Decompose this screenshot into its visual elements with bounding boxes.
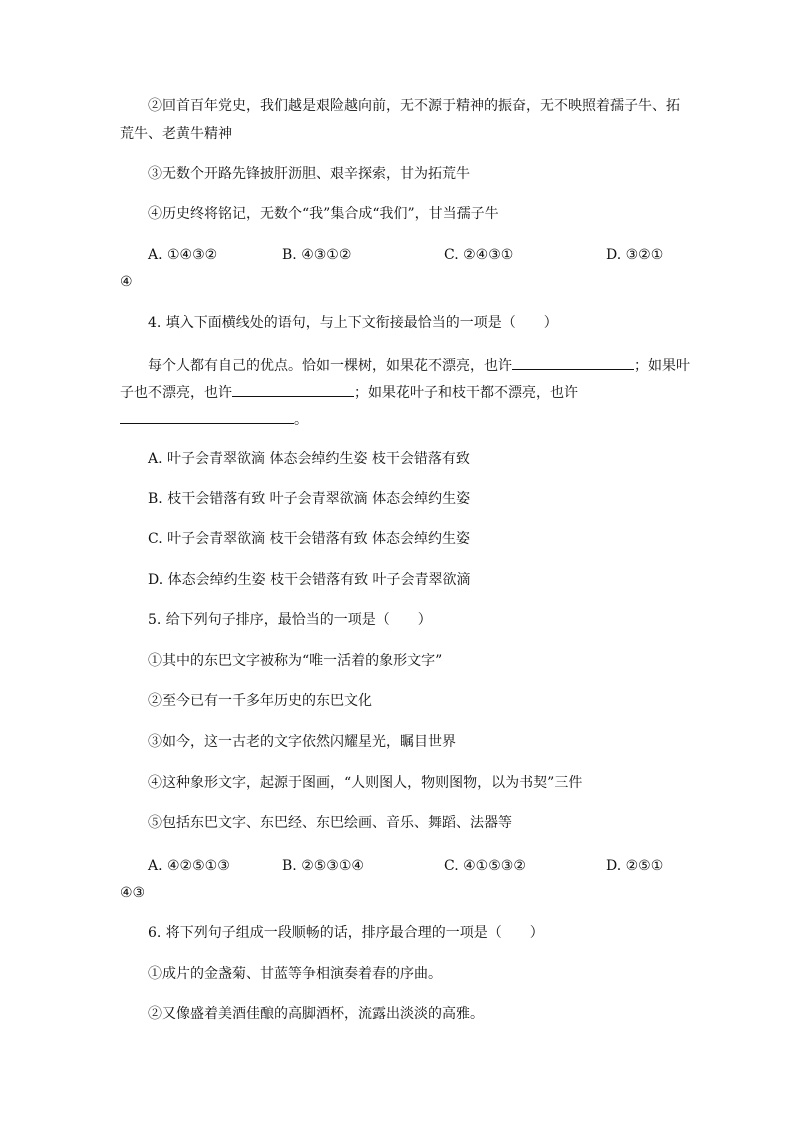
q3-sentence-2-line-1: ②回首百年党史，我们越是艰险越向前，无不源于精神的振奋，无不映照着孺子牛、拓	[148, 98, 680, 114]
q4-text-line-3	[120, 408, 676, 430]
q4-option-d[interactable]: D. 体态会绰约生姿 枝干会错落有致 叶子会青翠欲滴	[148, 572, 471, 588]
q4-text-line-1	[148, 354, 690, 376]
q6-stem: 6. 将下列句子组成一段顺畅的话，排序最合理的一项是（ ）	[148, 925, 544, 941]
q3-option-d-wrap: ④	[120, 274, 133, 290]
q6-sentence-1: ①成片的金盏菊、甘蓝等争相演奏着春的序曲。	[148, 966, 442, 982]
q4-text-part-5: 。	[294, 412, 308, 428]
q5-options	[148, 856, 676, 876]
q5-option-a[interactable]: A. ④②⑤①③	[148, 858, 230, 874]
q3-sentence-2-line-2: 荒牛、老黄牛精神	[120, 126, 232, 142]
q4-option-b[interactable]: B. 枝干会错落有致 叶子会青翠欲滴 体态会绰约生姿	[148, 491, 471, 507]
q4-blank-1[interactable]	[512, 354, 634, 370]
q3-options	[148, 245, 676, 265]
q4-text-line-2	[120, 381, 676, 403]
q5-sentence-3: ③如今，这一古老的文字依然闪耀星光，瞩目世界	[148, 734, 456, 750]
q5-option-d[interactable]: D. ②⑤①	[606, 858, 664, 874]
q4-stem: 4. 填入下面横线处的语句，与上下文衔接最恰当的一项是（ ）	[148, 315, 558, 331]
q4-text-part-3: 子也不漂亮，也许	[120, 385, 232, 401]
q3-option-a[interactable]: A. ①④③②	[148, 247, 218, 263]
q4-text-part-1: 每个人都有自己的优点。恰如一棵树，如果花不漂亮，也许	[148, 358, 512, 374]
q5-sentence-2: ②至今已有一千多年历史的东巴文化	[148, 693, 372, 709]
q4-blank-2[interactable]	[232, 381, 354, 397]
q4-text-part-2: ；如果叶	[634, 358, 690, 374]
q4-blank-3[interactable]	[120, 408, 294, 424]
q4-option-c[interactable]: C. 叶子会青翠欲滴 枝干会错落有致 体态会绰约生姿	[148, 531, 471, 547]
q5-sentence-4: ④这种象形文字，起源于图画，“人则图人，物则图物，以为书契”三件	[148, 775, 583, 791]
q5-option-c[interactable]: C. ④①⑤③②	[444, 858, 526, 874]
q3-option-d[interactable]: D. ③②①	[606, 247, 664, 263]
q6-sentence-2: ②又像盛着美酒佳酿的高脚酒杯，流露出淡淡的高雅。	[148, 1006, 484, 1022]
q5-sentence-1: ①其中的东巴文字被称为“唯一活着的象形文字”	[148, 653, 443, 669]
q4-option-a[interactable]: A. 叶子会青翠欲滴 体态会绰约生姿 枝干会错落有致	[148, 451, 470, 467]
q3-sentence-4: ④历史终将铭记，无数个“我”集合成“我们”，甘当孺子牛	[148, 206, 499, 222]
q3-option-c[interactable]: C. ②④③①	[444, 247, 514, 263]
q3-option-b[interactable]: B. ④③①②	[282, 247, 352, 263]
q3-sentence-3: ③无数个开路先锋披肝沥胆、艰辛探索，甘为拓荒牛	[148, 166, 470, 182]
q4-text-part-4: ；如果花叶子和枝干都不漂亮，也许	[354, 385, 578, 401]
q5-sentence-5: ⑤包括东巴文字、东巴经、东巴绘画、音乐、舞蹈、法器等	[148, 815, 512, 831]
q5-option-d-wrap: ④③	[120, 885, 146, 901]
q5-option-b[interactable]: B. ②⑤③①④	[282, 858, 364, 874]
q5-stem: 5. 给下列句子排序，最恰当的一项是（ ）	[148, 612, 432, 628]
